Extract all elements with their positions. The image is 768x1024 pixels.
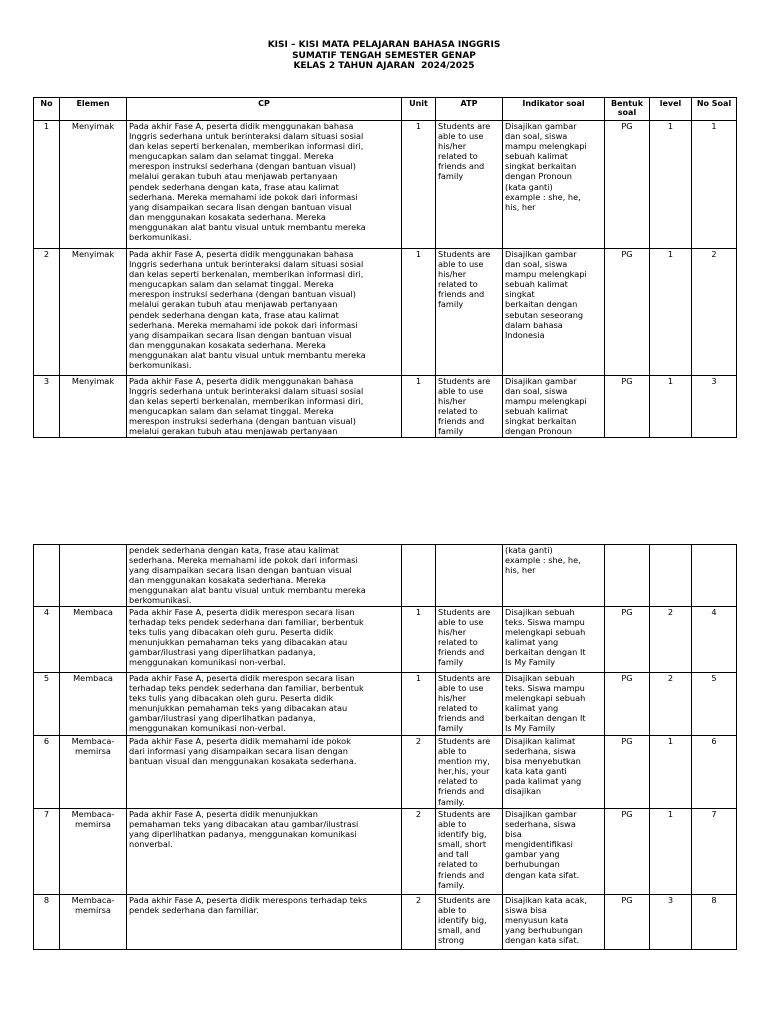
cell-nosoal-text: 2 [711, 249, 717, 259]
cell-bentuk [605, 121, 650, 249]
cell-no-text: 5 [43, 673, 50, 683]
cell-cp-text: Pada akhir Fase A, peserta didik menunjukkan pemahaman teks yang dibacakan atau gambar/ilustrasi yang diperlihatkan padanya, menggunakan komunikasi nonverbal. [129, 809, 359, 850]
header-bentuk: Bentuk soal [605, 98, 650, 121]
cell-nosoal-text: 6 [711, 736, 717, 746]
cell-atp [436, 736, 503, 809]
cell-atp [436, 895, 503, 950]
cell-bentuk-text: PG [621, 249, 633, 259]
cell-no [34, 736, 60, 809]
cell-unit [402, 895, 436, 950]
cell-no-text: 3 [43, 376, 50, 386]
cell-elemen [60, 673, 127, 736]
cell-no-text: 7 [43, 809, 50, 819]
cell-cp [127, 607, 402, 673]
cell-bentuk-text: PG [621, 376, 633, 386]
cell-level-text: 2 [667, 607, 674, 617]
header-cp: CP [127, 98, 402, 121]
cell-cp [127, 736, 402, 809]
cell-bentuk [605, 895, 650, 950]
cell-indikator [503, 545, 605, 607]
cell-bentuk-text: PG [621, 809, 633, 819]
cell-indikator [503, 376, 605, 438]
cell-bentuk [605, 607, 650, 673]
cell-bentuk [605, 673, 650, 736]
cell-nosoal [692, 121, 737, 249]
cell-elemen-text: Menyimak [71, 376, 115, 386]
cell-cp-text: Pada akhir Fase A, peserta didik memahami ide pokok dari informasi yang disampaikan secara lisan dengan bantuan visual dan menggunakan kosakata sederhana. [129, 736, 357, 767]
cell-indikator [503, 607, 605, 673]
cell-indikator-text: Disajikan gambar sederhana, siswa bisa mengidentifikasi gambar yang berhubungan dengan kata sifat. [505, 809, 580, 880]
cell-elemen [60, 607, 127, 673]
cell-unit [402, 809, 436, 895]
cell-level-text: 1 [667, 376, 674, 386]
cell-unit-text: 2 [415, 895, 422, 905]
table-row [34, 895, 737, 950]
cell-indikator [503, 895, 605, 950]
cell-indikator [503, 736, 605, 809]
cell-bentuk-text: PG [621, 895, 633, 905]
cell-elemen [60, 249, 127, 376]
cell-atp-text: Students are able to use his/her related to friends and family [438, 376, 491, 437]
table-row [34, 673, 737, 736]
cell-cp [127, 249, 402, 376]
cell-nosoal [692, 809, 737, 895]
cell-nosoal [692, 895, 737, 950]
cell-cp-text: Pada akhir Fase A, peserta didik merespon secara lisan terhadap teks pendek sederhana dan familiar, berbentuk teks tulis yang dibacakan oleh guru. Peserta didik menunjukkan pemahaman teks yang dibacakan atau gambar/ilustrasi yang diperlihatkan padanya, menggunakan komunikasi non-verbal. [129, 673, 364, 734]
cell-elemen [60, 895, 127, 950]
cell-nosoal-text: 7 [711, 809, 717, 819]
cell-indikator [503, 121, 605, 249]
cell-no [34, 809, 60, 895]
cell-bentuk [605, 545, 650, 607]
cell-indikator-text: Disajikan gambar dan soal, siswa mampu melengkapi sebuah kalimat singkat berkaitan dengan Pronoun [505, 376, 587, 437]
cell-elemen-text: Membaca- memirsa [71, 895, 115, 916]
cell-cp-text: Pada akhir Fase A, peserta didik merespon secara lisan terhadap teks pendek sederhana dan familiar, berbentuk teks tulis yang dibacakan oleh guru. Peserta didik menunjukkan pemahaman teks yang dibacakan atau gambar/ilustrasi yang diperlihatkan padanya, menggunakan komunikasi non-verbal. [129, 607, 364, 668]
cell-elemen-text: Membaca- memirsa [71, 809, 115, 830]
kisi-kisi-table-page-2 [33, 544, 737, 950]
cell-unit [402, 607, 436, 673]
cell-nosoal [692, 545, 737, 607]
cell-no [34, 895, 60, 950]
cell-atp [436, 673, 503, 736]
cell-level [650, 607, 692, 673]
cell-no-text: 6 [43, 736, 50, 746]
cell-atp-text: Students are able to use his/her related to friends and family [438, 249, 491, 310]
table-row [34, 809, 737, 895]
cell-unit-text: 1 [415, 673, 422, 683]
cell-cp [127, 545, 402, 607]
cell-level [650, 809, 692, 895]
cell-unit [402, 736, 436, 809]
cell-unit-text: 2 [415, 736, 422, 746]
cell-elemen [60, 545, 127, 607]
cell-unit [402, 249, 436, 376]
cell-elemen [60, 809, 127, 895]
cell-elemen-text: Membaca [73, 607, 113, 617]
cell-no-text: 8 [43, 895, 50, 905]
cell-bentuk [605, 376, 650, 438]
header-level: level [650, 98, 692, 121]
table-row [34, 249, 737, 376]
cell-cp-text: Pada akhir Fase A, peserta didik menggunakan bahasa Inggris sederhana untuk berinteraksi dalam situasi sosial dan kelas seperti berkenalan, memberikan informasi diri, mengucapkan salam dan selamat tinggal. Mereka merespon instruksi sederhana (dengan bantuan visual) melalui gerakan tubuh atau menjawab pertanyaan [129, 376, 364, 437]
cell-cp [127, 809, 402, 895]
cell-nosoal-text: 3 [711, 376, 717, 386]
cell-bentuk-text: PG [621, 673, 633, 683]
cell-indikator-text: Disajikan sebuah teks. Siswa mampu melengkapi sebuah kalimat yang berkaitan dengan It Is My Family [505, 673, 586, 734]
cell-level-text: 2 [667, 673, 674, 683]
cell-nosoal [692, 673, 737, 736]
cell-level-text: 1 [667, 121, 674, 131]
cell-atp [436, 607, 503, 673]
cell-bentuk-text: PG [621, 121, 633, 131]
cell-no [34, 673, 60, 736]
cell-cp [127, 376, 402, 438]
cell-level [650, 249, 692, 376]
cell-level-text: 1 [667, 249, 674, 259]
cell-bentuk [605, 809, 650, 895]
cell-indikator-text: Disajikan sebuah teks. Siswa mampu melengkapi sebuah kalimat yang berkaitan dengan It Is My Family [505, 607, 586, 668]
cell-cp [127, 895, 402, 950]
cell-nosoal [692, 376, 737, 438]
cell-indikator [503, 809, 605, 895]
document-title [0, 40, 768, 72]
cell-elemen-text: Membaca- memirsa [71, 736, 115, 757]
cell-bentuk-text: PG [621, 607, 633, 617]
cell-nosoal [692, 736, 737, 809]
cell-unit-text: 2 [415, 809, 422, 819]
cell-cp-text: Pada akhir Fase A, peserta didik menggunakan bahasa Inggris sederhana untuk berinteraksi dalam situasi sosial dan kelas seperti berkenalan, memberikan informasi diri, mengucapkan salam dan selamat tinggal. Mereka merespon instruksi sederhana (dengan bantuan visual) melalui gerakan tubuh atau menjawab pertanyaan pendek sederhana dengan kata, frase atau kalimat sederhana. Mereka memahami ide pokok dari informasi yang disampaikan secara lisan dengan bantuan visual dan menggunakan kosakata sederhana. Mereka menggunakan alat bantu visual untuk membantu mereka berkomunikasi. [129, 249, 366, 371]
cell-atp [436, 809, 503, 895]
cell-no-text: 1 [43, 121, 50, 131]
cell-bentuk-text: PG [621, 736, 633, 746]
cell-atp [436, 249, 503, 376]
cell-indikator-text: Disajikan kalimat sederhana, siswa bisa menyebutkan kata kata ganti pada kalimat yang disajikan [505, 736, 582, 797]
cell-no [34, 121, 60, 249]
cell-elemen [60, 736, 127, 809]
table-row [34, 607, 737, 673]
cell-indikator-text: Disajikan gambar dan soal, siswa mampu melengkapi sebuah kalimat singkat berkaitan dengan sebutan seseorang dalam bahasa Indonesia [505, 249, 587, 340]
table-row [34, 376, 737, 438]
cell-atp-text: Students are able to use his/her related to friends and family [438, 607, 491, 668]
cell-no [34, 607, 60, 673]
cell-level-text: 1 [667, 809, 674, 819]
cell-atp-text: Students are able to use his/her related to friends and family [438, 673, 491, 734]
cell-no [34, 376, 60, 438]
cell-nosoal-text: 1 [711, 121, 717, 131]
cell-nosoal-text: 4 [711, 607, 717, 617]
cell-level [650, 376, 692, 438]
cell-level [650, 736, 692, 809]
cell-unit-text: 1 [415, 607, 422, 617]
header-no: No [34, 98, 60, 121]
title-line-1: KISI – KISI MATA PELAJARAN BAHASA INGGRIS [267, 40, 501, 50]
cell-atp-text: Students are able to identify big, small, and strong [438, 895, 491, 946]
cell-nosoal-text: 8 [711, 895, 717, 905]
cell-unit [402, 545, 436, 607]
cell-cp-text: Pada akhir Fase A, peserta didik merespons terhadap teks pendek sederhana dan familiar. [129, 895, 368, 916]
cell-nosoal [692, 249, 737, 376]
cell-elemen-text: Menyimak [71, 121, 115, 131]
title-line-2: SUMATIF TENGAH SEMESTER GENAP [292, 50, 476, 61]
header-unit: Unit [402, 98, 436, 121]
cell-unit [402, 376, 436, 438]
cell-cp-text: pendek sederhana dengan kata, frase atau kalimat sederhana. Mereka memahami ide pokok dari informasi yang disampaikan secara lisan dengan bantuan visual dan menggunakan kosakata sederhana. Mereka menggunakan alat bantu visual untuk membantu mereka berkomunikasi. [129, 545, 366, 606]
cell-unit-text: 1 [415, 121, 422, 131]
cell-elemen [60, 121, 127, 249]
cell-atp [436, 545, 503, 607]
cell-nosoal [692, 607, 737, 673]
kisi-kisi-table-page-1 [33, 97, 737, 438]
table-row [34, 545, 737, 607]
cell-unit [402, 673, 436, 736]
cell-level-text: 3 [667, 895, 674, 905]
cell-cp [127, 121, 402, 249]
cell-unit-text: 1 [415, 249, 422, 259]
cell-unit-text: 1 [415, 376, 422, 386]
cell-indikator-text: (kata ganti) example : she, he, his, her [505, 545, 581, 576]
cell-elemen-text: Membaca [73, 673, 113, 683]
cell-nosoal-text: 5 [711, 673, 717, 683]
cell-no-text: 2 [43, 249, 50, 259]
table-row [34, 736, 737, 809]
cell-level [650, 121, 692, 249]
table-header-row [34, 98, 737, 121]
cell-level [650, 545, 692, 607]
cell-bentuk [605, 736, 650, 809]
cell-atp-text: Students are able to identify big, small, short and tall related to friends and family. [438, 809, 491, 890]
cell-cp-text: Pada akhir Fase A, peserta didik menggunakan bahasa Inggris sederhana untuk berinteraksi dalam situasi sosial dan kelas seperti berkenalan, memberikan informasi diri, mengucapkan salam dan selamat tinggal. Mereka merespon instruksi sederhana (dengan bantuan visual) melalui gerakan tubuh atau menjawab pertanyaan pendek sederhana dengan kata, frase atau kalimat sederhana. Mereka memahami ide pokok dari informasi yang disampaikan secara lisan dengan bantuan visual dan menggunakan kosakata sederhana. Mereka menggunakan alat bantu visual untuk membantu mereka berkomunikasi. [129, 121, 366, 243]
cell-indikator-text: Disajikan kata acak, siswa bisa menyusun kata yang berhubungan dengan kata sifat. [505, 895, 588, 946]
cell-no [34, 545, 60, 607]
cell-indikator [503, 249, 605, 376]
table-row [34, 121, 737, 249]
cell-indikator-text: Disajikan gambar dan soal, siswa mampu melengkapi sebuah kalimat singkat berkaitan dengan Pronoun (kata ganti) example : she, he, his, her [505, 121, 587, 212]
cell-level [650, 673, 692, 736]
cell-level [650, 895, 692, 950]
header-atp: ATP [436, 98, 503, 121]
cell-atp-text: Students are able to mention my, her,his, your related to friends and family. [438, 736, 491, 807]
cell-atp [436, 121, 503, 249]
header-indikator: Indikator soal [503, 98, 605, 121]
cell-no-text: 4 [43, 607, 50, 617]
cell-elemen [60, 376, 127, 438]
header-nosoal: No Soal [692, 98, 737, 121]
cell-unit [402, 121, 436, 249]
header-elemen: Elemen [60, 98, 127, 121]
cell-bentuk [605, 249, 650, 376]
title-line-3: KELAS 2 TAHUN AJARAN 2024/2025 [293, 61, 475, 71]
cell-cp [127, 673, 402, 736]
cell-no [34, 249, 60, 376]
cell-elemen-text: Menyimak [71, 249, 115, 259]
cell-atp [436, 376, 503, 438]
cell-indikator [503, 673, 605, 736]
cell-atp-text: Students are able to use his/her related to friends and family [438, 121, 491, 182]
cell-level-text: 1 [667, 736, 674, 746]
